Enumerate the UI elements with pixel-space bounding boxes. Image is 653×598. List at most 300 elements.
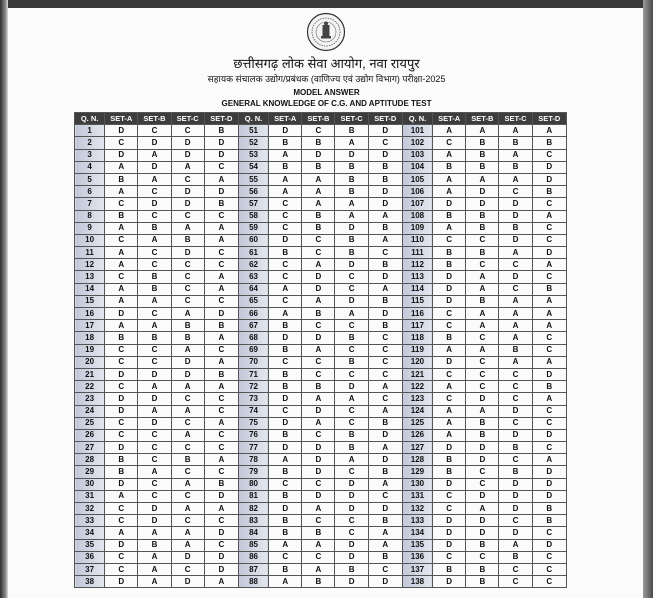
answer-cell: D <box>335 539 368 551</box>
answer-cell: A <box>335 308 368 320</box>
answer-cell: A <box>532 454 566 466</box>
answer-cell: C <box>433 503 466 515</box>
column-header: SET-B <box>466 113 499 125</box>
table-row <box>75 283 567 295</box>
answer-cell: A <box>499 247 532 259</box>
answer-cell: C <box>532 551 566 563</box>
answer-cell: D <box>269 332 302 344</box>
table-row <box>75 356 567 368</box>
answer-cell: A <box>105 283 138 295</box>
answer-cell: C <box>105 429 138 441</box>
answer-cell: C <box>368 247 402 259</box>
answer-cell: C <box>171 393 204 405</box>
answer-cell: D <box>302 149 335 161</box>
answer-cell: C <box>138 186 171 198</box>
table-row <box>75 563 567 575</box>
answer-cell: B <box>433 466 466 478</box>
column-header: SET-D <box>532 113 566 125</box>
answer-cell: A <box>171 308 204 320</box>
answer-cell: B <box>335 356 368 368</box>
answer-cell: D <box>204 490 238 502</box>
answer-cell: A <box>138 381 171 393</box>
question-number-cell: 22 <box>75 381 105 393</box>
question-number-cell: 88 <box>238 576 268 588</box>
answer-cell: A <box>499 308 532 320</box>
question-number-cell: 77 <box>238 442 268 454</box>
answer-cell: B <box>499 551 532 563</box>
answer-cell: B <box>466 222 499 234</box>
answer-cell: A <box>499 125 532 137</box>
question-number-cell: 31 <box>75 490 105 502</box>
answer-cell: D <box>302 442 335 454</box>
answer-cell: C <box>368 393 402 405</box>
table-row <box>75 173 567 185</box>
answer-cell: A <box>368 234 402 246</box>
answer-cell: C <box>335 344 368 356</box>
answer-cell: A <box>466 125 499 137</box>
answer-cell: D <box>532 539 566 551</box>
table-row <box>75 332 567 344</box>
question-number-cell: 81 <box>238 490 268 502</box>
answer-cell: D <box>269 417 302 429</box>
answer-cell: D <box>105 368 138 380</box>
answer-cell: A <box>269 576 302 588</box>
answer-cell: B <box>433 161 466 173</box>
answer-cell: D <box>499 503 532 515</box>
answer-cell: D <box>171 137 204 149</box>
answer-cell: B <box>368 466 402 478</box>
question-number-cell: 103 <box>402 149 432 161</box>
answer-cell: B <box>302 222 335 234</box>
answer-cell: C <box>204 210 238 222</box>
answer-cell: D <box>433 356 466 368</box>
answer-cell: D <box>532 490 566 502</box>
table-header-row <box>75 113 567 125</box>
answer-cell: C <box>204 295 238 307</box>
answer-cell: D <box>368 454 402 466</box>
answer-cell: D <box>466 442 499 454</box>
question-number-cell: 129 <box>402 466 432 478</box>
answer-cell: C <box>368 490 402 502</box>
answer-cell: B <box>532 283 566 295</box>
answer-cell: D <box>138 137 171 149</box>
question-number-cell: 2 <box>75 137 105 149</box>
answer-cell: A <box>433 222 466 234</box>
answer-cell: D <box>138 198 171 210</box>
question-number-cell: 58 <box>238 210 268 222</box>
answer-cell: A <box>269 149 302 161</box>
question-number-cell: 131 <box>402 490 432 502</box>
answer-cell: C <box>204 466 238 478</box>
answer-cell: A <box>302 393 335 405</box>
question-number-cell: 12 <box>75 259 105 271</box>
question-number-cell: 76 <box>238 429 268 441</box>
answer-cell: B <box>138 332 171 344</box>
answer-cell: B <box>138 283 171 295</box>
answer-cell: B <box>433 210 466 222</box>
answer-cell: A <box>204 454 238 466</box>
answer-cell: B <box>433 332 466 344</box>
question-number-cell: 121 <box>402 368 432 380</box>
question-number-cell: 15 <box>75 295 105 307</box>
answer-cell: C <box>204 515 238 527</box>
question-number-cell: 64 <box>238 283 268 295</box>
column-header: SET-B <box>138 113 171 125</box>
answer-cell: C <box>499 576 532 588</box>
answer-cell: D <box>466 515 499 527</box>
scan-border-top <box>0 0 653 8</box>
answer-cell: D <box>204 551 238 563</box>
table-row <box>75 466 567 478</box>
question-number-cell: 8 <box>75 210 105 222</box>
answer-cell: C <box>433 393 466 405</box>
answer-cell: B <box>466 417 499 429</box>
answer-cell: D <box>171 149 204 161</box>
question-number-cell: 134 <box>402 527 432 539</box>
answer-cell: B <box>335 161 368 173</box>
question-number-cell: 127 <box>402 442 432 454</box>
answer-cell: C <box>368 563 402 575</box>
answer-cell: B <box>204 368 238 380</box>
answer-cell: B <box>368 259 402 271</box>
answer-cell: A <box>368 210 402 222</box>
answer-cell: C <box>499 454 532 466</box>
question-number-cell: 4 <box>75 161 105 173</box>
answer-cell: A <box>368 442 402 454</box>
answer-cell: D <box>171 198 204 210</box>
answer-cell: A <box>433 417 466 429</box>
answer-cell: B <box>368 222 402 234</box>
answer-cell: A <box>105 295 138 307</box>
seal-emblem-icon <box>306 12 346 52</box>
answer-cell: C <box>433 320 466 332</box>
question-number-cell: 54 <box>238 161 268 173</box>
answer-cell: D <box>499 271 532 283</box>
answer-cell: D <box>433 271 466 283</box>
answer-cell: B <box>368 161 402 173</box>
table-row <box>75 368 567 380</box>
answer-cell: C <box>532 271 566 283</box>
answer-cell: C <box>433 234 466 246</box>
question-number-cell: 75 <box>238 417 268 429</box>
answer-cell: C <box>138 490 171 502</box>
answer-cell: C <box>138 308 171 320</box>
answer-cell: B <box>105 454 138 466</box>
answer-cell: B <box>335 173 368 185</box>
answer-cell: B <box>138 271 171 283</box>
table-row <box>75 405 567 417</box>
answer-cell: C <box>532 576 566 588</box>
answer-cell: D <box>335 381 368 393</box>
question-number-cell: 137 <box>402 563 432 575</box>
answer-cell: D <box>302 271 335 283</box>
table-row <box>75 393 567 405</box>
question-number-cell: 7 <box>75 198 105 210</box>
answer-cell: B <box>532 137 566 149</box>
answer-cell: C <box>532 442 566 454</box>
answer-cell: B <box>335 442 368 454</box>
table-row <box>75 210 567 222</box>
answer-cell: A <box>532 320 566 332</box>
answer-cell: A <box>532 210 566 222</box>
answer-cell: C <box>105 198 138 210</box>
answer-cell: C <box>466 551 499 563</box>
question-number-cell: 1 <box>75 125 105 137</box>
answer-cell: A <box>532 125 566 137</box>
table-row <box>75 442 567 454</box>
answer-cell: D <box>302 332 335 344</box>
answer-cell: C <box>335 527 368 539</box>
answer-cell: C <box>269 405 302 417</box>
question-number-cell: 102 <box>402 137 432 149</box>
answer-cell: B <box>302 137 335 149</box>
question-number-cell: 56 <box>238 186 268 198</box>
answer-cell: D <box>105 539 138 551</box>
answer-cell: B <box>269 466 302 478</box>
answer-cell: B <box>269 137 302 149</box>
answer-cell: A <box>302 503 335 515</box>
answer-cell: D <box>105 405 138 417</box>
question-number-cell: 16 <box>75 308 105 320</box>
answer-cell: D <box>138 161 171 173</box>
table-row <box>75 125 567 137</box>
answer-cell: C <box>302 356 335 368</box>
table-row <box>75 247 567 259</box>
answer-cell: A <box>433 405 466 417</box>
answer-cell: D <box>171 368 204 380</box>
answer-cell: B <box>105 210 138 222</box>
answer-cell: C <box>499 368 532 380</box>
answer-cell: C <box>171 271 204 283</box>
question-number-cell: 6 <box>75 186 105 198</box>
answer-cell: C <box>433 368 466 380</box>
answer-cell: C <box>302 320 335 332</box>
answer-cell: D <box>138 368 171 380</box>
answer-cell: A <box>302 198 335 210</box>
answer-cell: B <box>499 442 532 454</box>
answer-cell: C <box>105 563 138 575</box>
answer-cell: A <box>171 527 204 539</box>
question-number-cell: 61 <box>238 247 268 259</box>
answer-cell: B <box>269 527 302 539</box>
answer-cell: B <box>302 308 335 320</box>
table-row <box>75 429 567 441</box>
question-number-cell: 33 <box>75 515 105 527</box>
question-number-cell: 5 <box>75 173 105 185</box>
answer-cell: B <box>269 368 302 380</box>
answer-cell: B <box>433 247 466 259</box>
question-number-cell: 60 <box>238 234 268 246</box>
question-number-cell: 126 <box>402 429 432 441</box>
answer-cell: A <box>171 539 204 551</box>
table-row <box>75 515 567 527</box>
answer-cell: D <box>499 210 532 222</box>
answer-cell: D <box>105 478 138 490</box>
answer-cell: A <box>138 551 171 563</box>
question-number-cell: 25 <box>75 417 105 429</box>
question-number-cell: 36 <box>75 551 105 563</box>
answer-cell: B <box>171 454 204 466</box>
answer-cell: B <box>171 332 204 344</box>
table-row <box>75 576 567 588</box>
answer-cell: A <box>105 222 138 234</box>
answer-cell: C <box>532 332 566 344</box>
answer-cell: D <box>302 466 335 478</box>
answer-cell: C <box>302 551 335 563</box>
answer-cell: C <box>499 381 532 393</box>
answer-cell: A <box>171 381 204 393</box>
question-number-cell: 62 <box>238 259 268 271</box>
answer-cell: B <box>466 295 499 307</box>
answer-cell: D <box>433 283 466 295</box>
answer-cell: C <box>138 356 171 368</box>
answer-cell: B <box>532 503 566 515</box>
answer-cell: A <box>368 539 402 551</box>
document-type: MODEL ANSWER <box>293 88 360 97</box>
answer-cell: C <box>171 210 204 222</box>
question-number-cell: 132 <box>402 503 432 515</box>
question-number-cell: 34 <box>75 527 105 539</box>
question-number-cell: 14 <box>75 283 105 295</box>
answer-cell: D <box>368 503 402 515</box>
answer-cell: B <box>335 234 368 246</box>
answer-cell: C <box>368 137 402 149</box>
answer-cell: C <box>335 405 368 417</box>
question-number-cell: 104 <box>402 161 432 173</box>
question-number-cell: 53 <box>238 149 268 161</box>
answer-cell: D <box>499 429 532 441</box>
answer-cell: C <box>335 271 368 283</box>
answer-cell: C <box>105 137 138 149</box>
answer-cell: A <box>302 563 335 575</box>
answer-cell: A <box>368 478 402 490</box>
answer-cell: D <box>433 576 466 588</box>
answer-cell: A <box>138 320 171 332</box>
answer-cell: D <box>138 417 171 429</box>
answer-cell: C <box>269 478 302 490</box>
answer-cell: C <box>532 527 566 539</box>
answer-cell: D <box>335 222 368 234</box>
answer-cell: A <box>138 173 171 185</box>
answer-cell: B <box>433 454 466 466</box>
answer-cell: D <box>368 271 402 283</box>
answer-cell: B <box>171 320 204 332</box>
answer-cell: B <box>499 161 532 173</box>
table-row <box>75 381 567 393</box>
table-row <box>75 454 567 466</box>
question-number-cell: 87 <box>238 563 268 575</box>
answer-cell: B <box>532 515 566 527</box>
answer-cell: A <box>335 454 368 466</box>
answer-cell: D <box>499 198 532 210</box>
answer-cell: D <box>499 478 532 490</box>
answer-cell: B <box>368 295 402 307</box>
question-number-cell: 128 <box>402 454 432 466</box>
answer-cell: A <box>204 283 238 295</box>
answer-cell: C <box>269 551 302 563</box>
answer-cell: C <box>499 186 532 198</box>
column-header: SET-A <box>433 113 466 125</box>
table-row <box>75 478 567 490</box>
answer-cell: C <box>368 344 402 356</box>
table-row <box>75 320 567 332</box>
answer-cell: A <box>204 576 238 588</box>
question-number-cell: 118 <box>402 332 432 344</box>
answer-cell: D <box>335 551 368 563</box>
column-header: Q. N. <box>75 113 105 125</box>
answer-cell: A <box>138 405 171 417</box>
question-number-cell: 130 <box>402 478 432 490</box>
answer-cell: C <box>368 332 402 344</box>
answer-cell: A <box>433 125 466 137</box>
answer-cell: B <box>368 515 402 527</box>
answer-cell: B <box>204 320 238 332</box>
answer-cell: B <box>302 161 335 173</box>
answer-cell: D <box>335 478 368 490</box>
table-row <box>75 137 567 149</box>
answer-cell: D <box>433 478 466 490</box>
answer-cell: A <box>269 454 302 466</box>
answer-cell: A <box>138 527 171 539</box>
answer-cell: A <box>269 283 302 295</box>
table-row <box>75 295 567 307</box>
answer-cell: A <box>368 527 402 539</box>
answer-cell: B <box>302 576 335 588</box>
answer-cell: A <box>105 161 138 173</box>
answer-cell: C <box>532 563 566 575</box>
answer-cell: A <box>302 344 335 356</box>
question-number-cell: 86 <box>238 551 268 563</box>
answer-cell: D <box>368 308 402 320</box>
answer-cell: D <box>433 295 466 307</box>
exam-subtitle: सहायक संचालक उद्योग/प्रबंधक (वाणिज्य एवं उद्योग विभाग) परीक्षा-2025 <box>207 74 446 84</box>
question-number-cell: 65 <box>238 295 268 307</box>
answer-cell: B <box>302 527 335 539</box>
answer-cell: A <box>204 503 238 515</box>
answer-cell: A <box>532 356 566 368</box>
answer-cell: B <box>335 429 368 441</box>
column-header: SET-D <box>368 113 402 125</box>
answer-cell: A <box>433 381 466 393</box>
question-number-cell: 122 <box>402 381 432 393</box>
question-number-cell: 27 <box>75 442 105 454</box>
question-number-cell: 111 <box>402 247 432 259</box>
answer-cell: C <box>204 442 238 454</box>
answer-cell: D <box>466 490 499 502</box>
answer-cell: B <box>466 539 499 551</box>
table-row <box>75 503 567 515</box>
answer-cell: C <box>204 161 238 173</box>
column-header: SET-C <box>335 113 368 125</box>
answer-cell: B <box>532 186 566 198</box>
answer-cell: C <box>335 368 368 380</box>
answer-cell: A <box>466 344 499 356</box>
answer-cell: C <box>105 551 138 563</box>
answer-cell: A <box>466 308 499 320</box>
question-number-cell: 66 <box>238 308 268 320</box>
question-number-cell: 63 <box>238 271 268 283</box>
answer-cell: D <box>368 125 402 137</box>
answer-cell: B <box>335 563 368 575</box>
answer-cell: D <box>466 198 499 210</box>
answer-cell: C <box>171 466 204 478</box>
answer-cell: C <box>269 198 302 210</box>
answer-cell: C <box>269 259 302 271</box>
answer-cell: D <box>269 234 302 246</box>
answer-cell: B <box>433 259 466 271</box>
question-number-cell: 108 <box>402 210 432 222</box>
answer-cell: D <box>204 186 238 198</box>
